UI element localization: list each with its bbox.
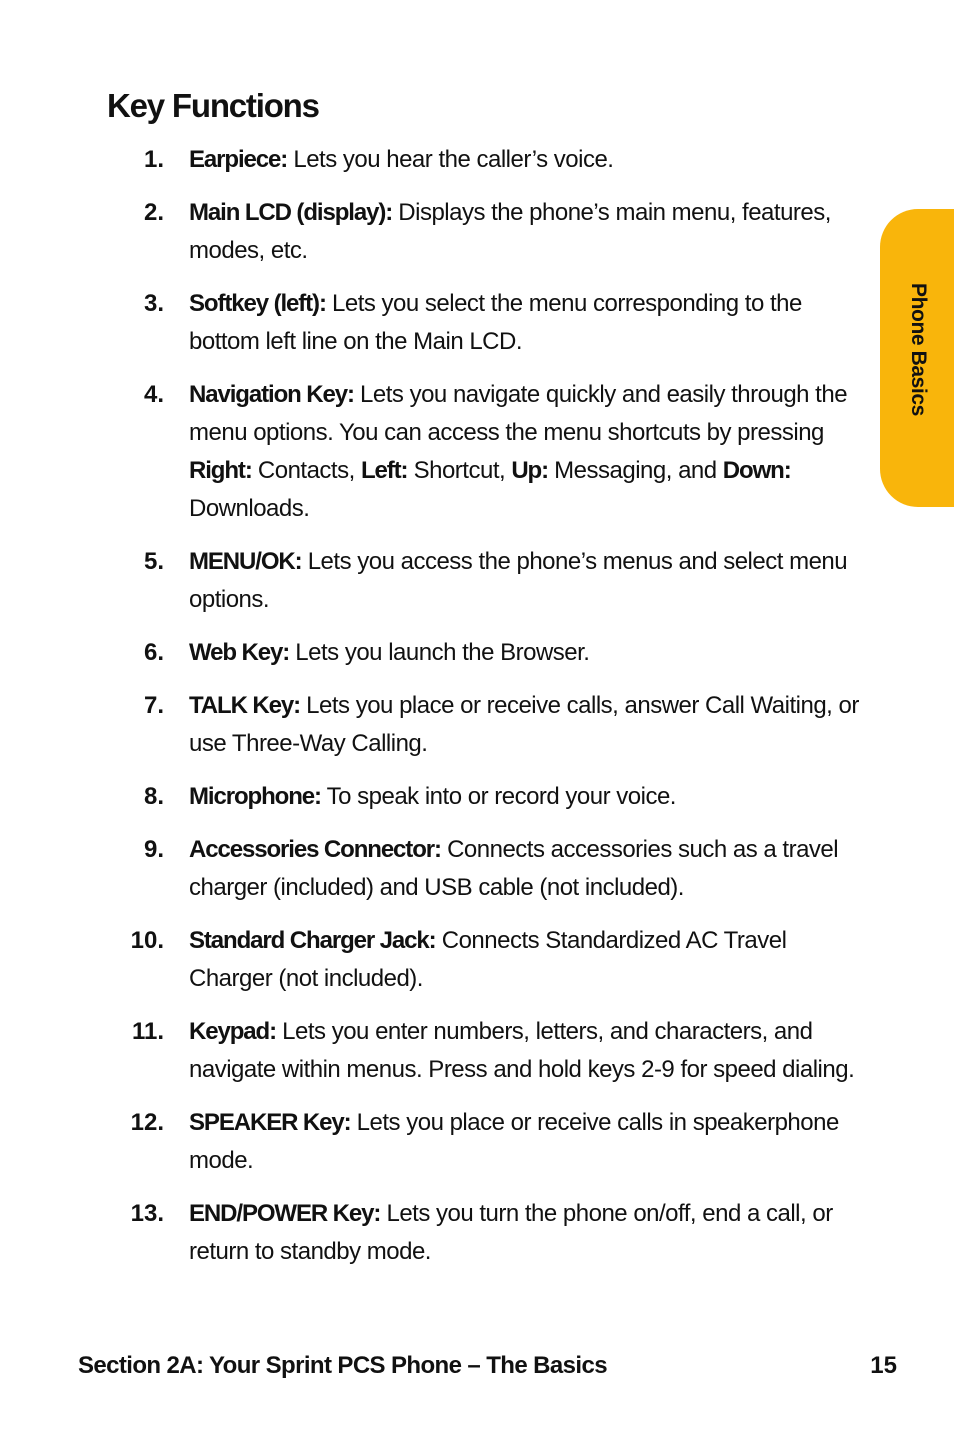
item-number: 2. <box>143 199 164 226</box>
list-item <box>0 285 954 361</box>
item-description <box>189 634 861 672</box>
item-description <box>189 141 861 179</box>
list-item <box>0 687 954 763</box>
item-description <box>189 1195 861 1271</box>
item-term: Keypad: <box>189 1018 276 1045</box>
item-description <box>189 831 861 907</box>
list-item <box>0 1013 954 1089</box>
item-term: Accessories Connector: <box>189 836 441 863</box>
list-item <box>0 376 954 528</box>
item-text: Connects accessories such as a travel charger (included) and USB cable (not included). <box>189 836 839 901</box>
item-number: 3. <box>143 290 164 317</box>
item-term: Web Key: <box>189 639 290 666</box>
item-text: Lets you launch the Browser. <box>289 639 590 666</box>
item-description <box>189 376 861 528</box>
item-description <box>189 778 861 816</box>
item-number: 1. <box>143 146 164 173</box>
item-term: Standard Charger Jack: <box>189 927 436 954</box>
item-number: 11. <box>131 1018 164 1045</box>
footer-section-title: Section 2A: Your Sprint PCS Phone – The Basics <box>78 1352 607 1379</box>
item-number: 12. <box>130 1109 164 1136</box>
page-title: Key Functions <box>107 87 319 124</box>
item-number: 13. <box>130 1200 164 1227</box>
item-number: 5. <box>143 548 164 575</box>
list-item <box>0 543 954 619</box>
item-term: Navigation Key: <box>189 381 354 408</box>
item-text: Displays the phone’s main menu, features, modes, etc. <box>189 199 831 264</box>
list-item <box>0 778 954 816</box>
item-term: Earpiece: <box>189 146 288 173</box>
item-text: Connects Standardized AC Travel Charger (not included). <box>189 927 787 992</box>
item-number: 10. <box>130 927 164 954</box>
item-number: 7. <box>143 692 164 719</box>
list-item <box>0 141 954 179</box>
item-number: 8. <box>143 783 164 810</box>
item-description <box>189 1104 861 1180</box>
item-term: Up: <box>511 457 549 484</box>
item-text: Lets you enter numbers, letters, and characters, and navigate within menus. Press and hold keys 2-9 for speed dialing. <box>189 1018 855 1083</box>
item-text: Lets you select the menu corresponding to the bottom left line on the Main LCD. <box>189 290 802 355</box>
list-item <box>0 922 954 998</box>
key-functions-list <box>0 141 954 1286</box>
item-text: To speak into or record your voice. <box>320 783 676 810</box>
item-text: Lets you hear the caller’s voice. <box>287 146 614 173</box>
list-item <box>0 831 954 907</box>
item-term: Softkey (left): <box>189 290 326 317</box>
page-number: 15 <box>870 1352 897 1379</box>
item-description <box>189 194 861 270</box>
item-text: Downloads. <box>189 495 310 522</box>
item-description <box>189 1013 861 1089</box>
item-number: 4. <box>143 381 164 408</box>
item-term: SPEAKER Key: <box>189 1109 351 1136</box>
item-text: Lets you turn the phone on/off, end a call, or return to standby mode. <box>189 1200 833 1265</box>
item-description <box>189 922 861 998</box>
list-item <box>0 1195 954 1271</box>
section-side-tab-label: Phone Basics <box>907 283 930 416</box>
item-text: Contacts, <box>251 457 361 484</box>
list-item <box>0 634 954 672</box>
item-term: Main LCD (display): <box>189 199 393 226</box>
item-text: Lets you access the phone’s menus and select menu options. <box>189 548 848 613</box>
item-description <box>189 285 861 361</box>
item-term: MENU/OK: <box>189 548 302 575</box>
item-term: END/POWER Key: <box>189 1200 381 1227</box>
item-term: Microphone: <box>189 783 321 810</box>
item-term: Right: <box>189 457 252 484</box>
list-item <box>0 194 954 270</box>
item-text: Lets you navigate quickly and easily through the menu options. You can access the menu shortcuts by pressing <box>189 381 848 446</box>
item-text: Lets you place or receive calls in speakerphone mode. <box>189 1109 839 1174</box>
list-item <box>0 1104 954 1180</box>
item-number: 6. <box>143 639 164 666</box>
item-number: 9. <box>143 836 164 863</box>
item-term: Down: <box>722 457 791 484</box>
item-term: Left: <box>360 457 408 484</box>
item-description <box>189 687 861 763</box>
item-text: Lets you place or receive calls, answer Call Waiting, or use Three-Way Calling. <box>189 692 859 757</box>
item-text: Shortcut, <box>407 457 512 484</box>
item-text: Messaging, and <box>548 457 723 484</box>
item-description <box>189 543 861 619</box>
item-term: TALK Key: <box>189 692 300 719</box>
